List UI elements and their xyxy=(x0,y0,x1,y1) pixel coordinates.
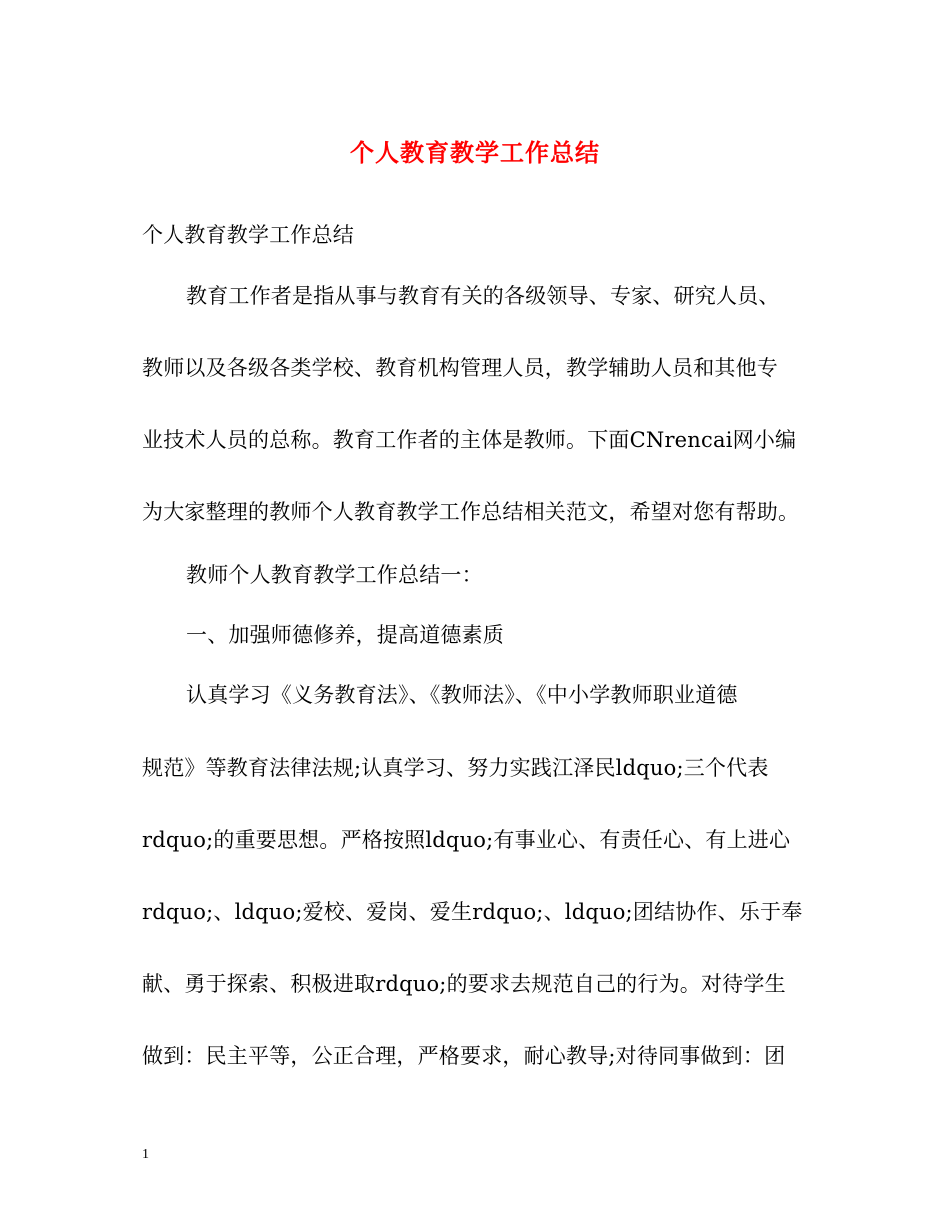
paragraph-line-7: rdquo;的重要思想。严格按照ldquo;有事业心、有责任心、有上进心 xyxy=(142,828,791,852)
section-heading: 教师个人教育教学工作总结一： xyxy=(186,563,483,587)
paragraph-line-9: 献、勇于探索、积极进取rdquo;的要求去规范自己的行为。对待学生 xyxy=(142,972,786,996)
paragraph-line-3: 业技术人员的总称。教育工作者的主体是教师。下面CNrencai网小编 xyxy=(142,428,797,452)
subsection-heading: 一、加强师德修养，提高道德素质 xyxy=(186,623,504,647)
paragraph-line-10: 做到：民主平等，公正合理，严格要求，耐心教导;对待同事做到：团 xyxy=(142,1044,786,1068)
paragraph-line-5: 认真学习《义务教育法》、《教师法》、《中小学教师职业道德 xyxy=(186,683,738,707)
paragraph-line-6: 规范》等教育法律法规;认真学习、努力实践江泽民ldquo;三个代表 xyxy=(142,756,769,780)
paragraph-line-2: 教师以及各级各类学校、教育机构管理人员，教学辅助人员和其他专 xyxy=(142,356,778,380)
page-number: 1 xyxy=(142,1147,149,1162)
document-title: 个人教育教学工作总结 xyxy=(350,138,600,167)
document-subtitle: 个人教育教学工作总结 xyxy=(142,223,354,247)
paragraph-line-4: 为大家整理的教师个人教育教学工作总结相关范文，希望对您有帮助。 xyxy=(142,500,800,524)
paragraph-line-1: 教育工作者是指从事与教育有关的各级领导、专家、研究人员、 xyxy=(186,284,780,308)
paragraph-line-8: rdquo;、ldquo;爱校、爱岗、爱生rdquo;、ldquo;团结协作、乐于奉 xyxy=(142,900,803,924)
